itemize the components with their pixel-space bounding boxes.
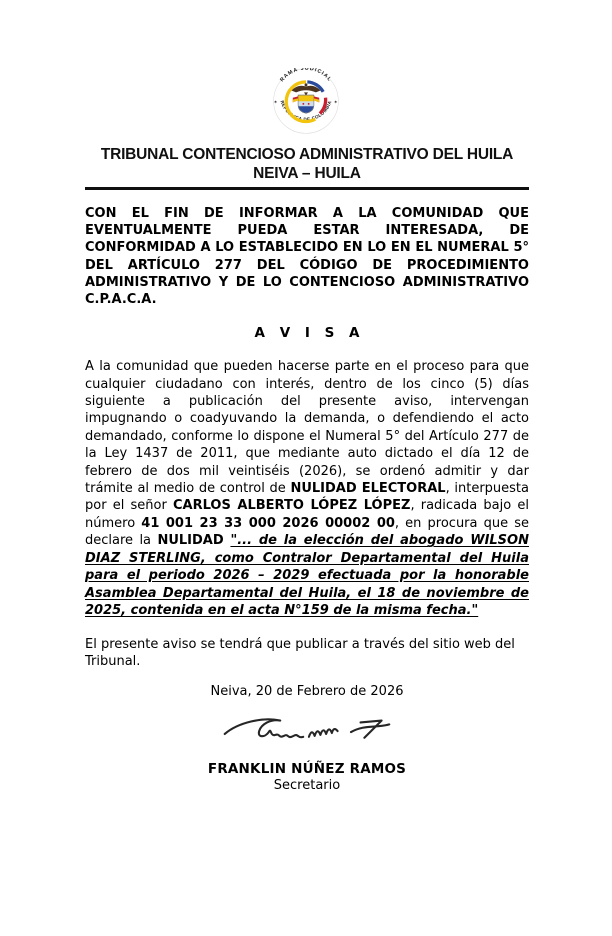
body-paragraph <box>85 358 529 619</box>
closing-paragraph: El presente aviso se tendrá que publicar a través del sitio web del Tribunal. <box>85 637 515 670</box>
body-nulidad: NULIDAD <box>157 533 231 549</box>
document-title <box>85 145 529 183</box>
dateline: Neiva, 20 de Febrero de 2026 <box>210 684 404 700</box>
body-text-3: , radicada bajo el número <box>85 498 529 531</box>
title-line-2: NEIVA – HUILA <box>253 165 361 182</box>
title-line-1: TRIBUNAL CONTENCIOSO ADMINISTRATIVO DEL HUILA <box>100 146 514 163</box>
body-plaintiff-name: CARLOS ALBERTO LÓPEZ LÓPEZ <box>173 498 411 514</box>
header-rule <box>85 187 529 190</box>
intro-paragraph: CON EL FIN DE INFORMAR A LA COMUNIDAD QUE EVENTUALMENTE PUEDA ESTAR INTERESADA, DE CONFORMIDAD A LO ESTABLECIDO EN LO EN EL NUMERAL 5° DEL ARTÍCULO 277 DEL CÓDIGO DE PROCEDIMIENTO ADMINISTRATIVO Y DE LO CONTENCIOSO ADMINISTRATIVO C.P.A.C.A. <box>85 206 529 308</box>
seal-text-top: RAMA JUDICIAL <box>279 68 333 84</box>
signature-image <box>218 711 396 755</box>
document-content <box>85 145 529 793</box>
body-quoted-ruling: "... de la elección del abogado WILSON DIAZ STERLING, como Contralor Departamental del Huila para el periodo 2026 – 2029 efectuada por la honorable Asamblea Departamental del Huila, el 18 de noviembre de 2025, contenida en el acta N°159 de la misma fecha." <box>85 533 529 618</box>
signatory-name: FRANKLIN NÚÑEZ RAMOS <box>207 761 407 778</box>
rama-judicial-seal-icon <box>273 68 339 134</box>
avisa-heading: A V I S A <box>254 325 365 342</box>
signatory-role: Secretario <box>273 778 341 794</box>
seal-star-right-icon: ✶ <box>333 100 338 106</box>
body-nulidad-electoral: NULIDAD ELECTORAL <box>290 481 446 497</box>
body-text-4: , en procura que se declare la <box>85 515 529 549</box>
seal-text-bottom: REPÚBLICA DE COLOMBIA <box>279 99 333 122</box>
body-case-number: 41 001 23 33 000 2026 00002 00 <box>141 515 395 531</box>
body-text-1: A la comunidad que pueden hacerse parte en el proceso para que cualquier ciudadano con interés, dentro de los cinco (5) días siguiente a publicación del presente aviso, intervengan impugnando o coadyuvando la demanda, o defendiendo el acto demandado, conforme lo dispone el Numeral 5° del Artículo 277 de la Ley 1437 de 2011, que mediante auto dictado el día 12 de febrero de dos mil veintiséis (2026), se ordenó admitir y dar trámite al medio de control de <box>85 359 529 497</box>
seal-star-left-icon: ✶ <box>273 100 278 106</box>
body-text-2: , interpuesta por el señor <box>85 481 529 514</box>
seal-container <box>0 0 612 138</box>
signature-block <box>85 711 529 793</box>
